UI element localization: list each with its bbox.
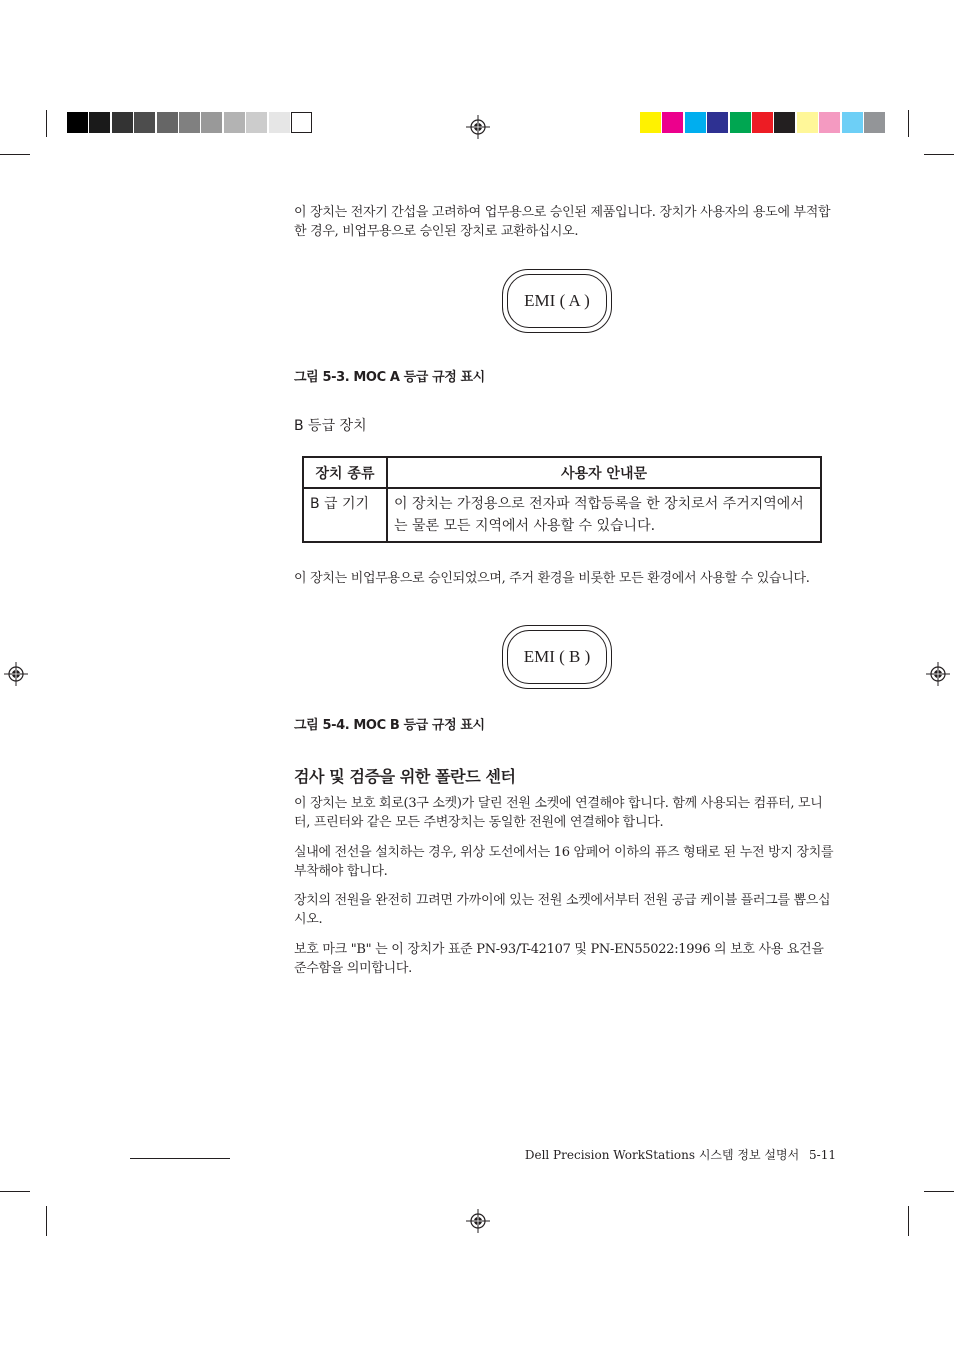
emi-class-a-mark [502,269,612,333]
emi-class-b-mark [502,625,612,689]
poland-paragraph-3: 장치의 전원을 완전히 끄려면 가까이에 있는 전원 소켓에서부터 전원 공급 케이블 플러그를 뽑으십시오. [294,893,831,927]
crop-mark [908,1206,909,1236]
color-swatch [730,112,751,133]
gray-swatch [89,112,110,133]
class-b-paragraph: 이 장치는 비업무용으로 승인되었으며, 주거 환경을 비롯한 모든 환경에서 사용할 수 있습니다. [294,571,810,586]
table-header-row [303,457,821,488]
crop-mark [46,1206,47,1236]
crop-mark [46,110,47,137]
gray-swatch [67,112,88,133]
footer [525,1146,836,1163]
color-swatch [685,112,706,133]
cell-device-type: B 급 기기 [303,488,387,542]
page-number: 5-11 [809,1148,836,1162]
footer-title: Dell Precision WorkStations 시스템 정보 설명서 [524,1148,800,1162]
crop-mark [924,154,954,155]
color-swatch [864,112,885,133]
poland-paragraph-1: 이 장치는 보호 회로(3구 소켓)가 달린 전원 소켓에 연결해야 합니다. 함께 사용되는 컴퓨터, 모니터, 프린터와 같은 모든 주변장치는 동일한 전원에 연결해야 합니다. [294,796,823,830]
header-device-type: 장치 종류 [303,457,387,488]
figure-5-4-caption: 그림 5-4. MOC B 등급 규정 표시 [294,718,485,733]
crop-mark [0,1191,30,1192]
table-row [303,488,821,542]
gray-swatch [246,112,267,133]
emi-class-b-label: EMI ( B ) [507,630,607,684]
color-swatch [662,112,683,133]
emi-class-a-label: EMI ( A ) [507,274,607,328]
gray-swatch [224,112,245,133]
footer-rule [130,1158,230,1159]
color-swatch [640,112,661,133]
gray-swatch [269,112,290,133]
registration-mark-icon [926,662,950,686]
poland-section-heading: 검사 및 검증을 위한 폴란드 센터 [294,767,516,786]
color-swatch [842,112,863,133]
color-swatch [819,112,840,133]
color-swatch [797,112,818,133]
registration-mark-icon [466,115,490,139]
gray-swatch [179,112,200,133]
registration-mark-icon [466,1209,490,1233]
color-swatch [774,112,795,133]
crop-mark [0,154,30,155]
crop-mark [908,110,909,137]
gray-swatch [201,112,222,133]
poland-paragraph-4: 보호 마크 "B" 는 이 장치가 표준 PN-93/T-42107 및 PN-EN55022:1996 의 보호 사용 요건을 준수함을 의미합니다. [294,942,824,976]
gray-swatch [157,112,178,133]
registration-mark-icon [4,662,28,686]
intro-paragraph: 이 장치는 전자기 간섭을 고려하여 업무용으로 승인된 제품입니다. 장치가 사용자의 용도에 부적합한 경우, 비업무용으로 승인된 장치로 교환하십시오. [294,205,831,239]
user-notice-table [302,456,822,543]
figure-5-3-caption: 그림 5-3. MOC A 등급 규정 표시 [294,370,485,385]
cell-user-notice: 이 장치는 가정용으로 전자파 적합등록을 한 장치로서 주거지역에서는 물론 모든 지역에서 사용할 수 있습니다. [387,488,821,542]
color-swatch [752,112,773,133]
gray-swatch [291,112,312,133]
crop-mark [924,1191,954,1192]
gray-swatch [112,112,133,133]
class-b-heading: B 등급 장치 [294,418,367,434]
color-swatch [707,112,728,133]
header-user-notice: 사용자 안내문 [387,457,821,488]
poland-paragraph-2: 실내에 전선을 설치하는 경우, 위상 도선에서는 16 암페어 이하의 퓨즈 형태로 된 누전 방지 장치를부착해야 합니다. [294,845,834,879]
gray-swatch [134,112,155,133]
